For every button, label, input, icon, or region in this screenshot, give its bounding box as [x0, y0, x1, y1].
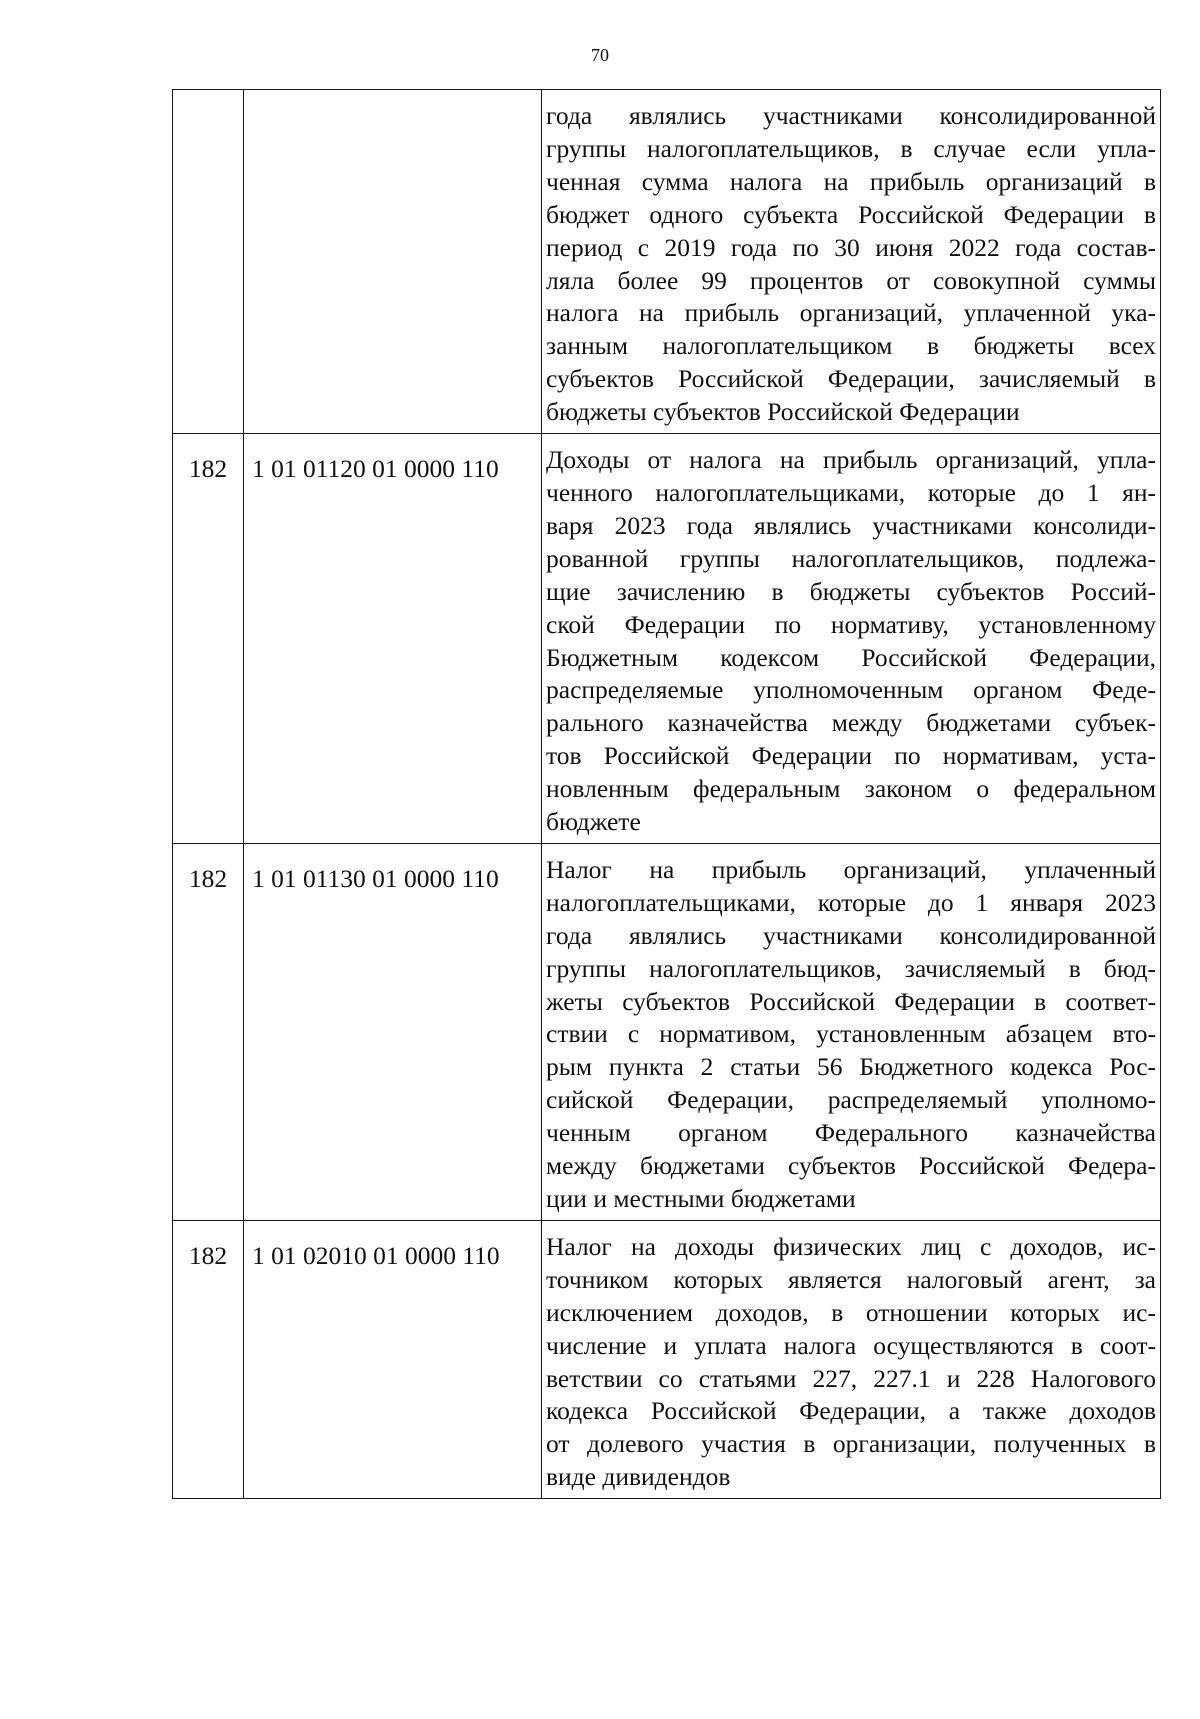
description-line: года являлись участниками консолидированной	[546, 101, 1156, 130]
description-line: сийской Федерации, распределяемый уполномо-	[546, 1085, 1156, 1115]
kbk-code: 1 01 01120 01 0000 110	[252, 454, 499, 484]
description-line: налога на прибыль организаций, уплаченной ука-	[546, 298, 1156, 328]
description-line: бюджет одного субъекта Российской Федерации в	[546, 199, 1156, 229]
description-line: исключением доходов, в отношении которых ис-	[546, 1297, 1156, 1327]
description-line: кодекса Российской Федерации, а также доходов	[546, 1396, 1156, 1426]
description-line: жеты субъектов Российской Федерации в соответ-	[546, 986, 1156, 1016]
table-row	[173, 843, 1161, 1220]
description-cell	[542, 843, 1161, 1220]
page-number: 70	[591, 45, 609, 65]
description-line: варя 2023 года являлись участниками консолиди-	[546, 510, 1156, 540]
description-line: ченного налогоплательщиками, которые до 1 ян-	[546, 477, 1156, 507]
description-line: ченная сумма налога на прибыль организаций в	[546, 166, 1156, 196]
description-line: субъектов Российской Федерации, зачисляемый в	[546, 364, 1156, 394]
description-line: налогоплательщиками, которые до 1 января 2023	[546, 887, 1156, 917]
kbk-code-cell	[244, 1220, 542, 1498]
kbk-code-cell	[244, 434, 542, 844]
description-line: занным налогоплательщиком в бюджеты всех	[546, 331, 1156, 361]
description-line: группы налогоплательщиков, в случае если упла-	[546, 133, 1156, 163]
description-line: рым пункта 2 статьи 56 Бюджетного кодекса Рос-	[546, 1052, 1156, 1082]
description-line: бюджеты субъектов Российской Федерации	[546, 397, 1020, 427]
admin-code: 182	[188, 454, 228, 484]
description-line: Доходы от налога на прибыль организаций, упла-	[546, 445, 1156, 475]
description-line: распределяемые уполномоченным органом Феде-	[546, 675, 1156, 705]
description-line: рованной группы налогоплательщиков, подлежа-	[546, 543, 1156, 573]
description-line: бюджете	[546, 807, 641, 837]
description-line: новленным федеральным законом о федеральном	[546, 774, 1156, 804]
description-cell	[542, 90, 1161, 434]
description-line: Налог на прибыль организаций, уплаченный	[546, 854, 1156, 884]
table-row	[173, 1220, 1161, 1498]
admin-code	[173, 90, 243, 109]
description-line: тов Российской Федерации по нормативам, уста-	[546, 741, 1156, 771]
description-line: рального казначейства между бюджетами субъек-	[546, 708, 1156, 738]
table-body	[173, 90, 1161, 1499]
description-line: ляла более 99 процентов от совокупной суммы	[546, 265, 1156, 295]
description-line: числение и уплата налога осуществляются в соот-	[546, 1330, 1156, 1360]
table-row	[173, 90, 1161, 434]
description-line: виде дивидендов	[546, 1462, 731, 1492]
description-line: ченным органом Федерального казначейства	[546, 1118, 1156, 1148]
admin-code-cell	[173, 1220, 244, 1498]
description-line: период с 2019 года по 30 июня 2022 года состав-	[546, 232, 1156, 262]
description-line: от долевого участия в организации, полученных в	[546, 1429, 1156, 1459]
description-line: Бюджетным кодексом Российской Федерации,	[546, 642, 1156, 672]
admin-code-cell	[173, 434, 244, 844]
admin-code: 182	[188, 863, 228, 893]
kbk-code-cell	[244, 90, 542, 434]
description-line: точником которых является налоговый агент, за	[546, 1264, 1156, 1294]
admin-code-cell	[173, 843, 244, 1220]
kbk-code: 1 01 01130 01 0000 110	[252, 863, 499, 893]
admin-code-cell	[173, 90, 244, 434]
kbk-code-cell	[244, 843, 542, 1220]
description-line: ции и местными бюджетами	[546, 1184, 856, 1213]
kbk-code	[252, 90, 541, 109]
description-line: Налог на доходы физических лиц с доходов, ис-	[546, 1231, 1156, 1261]
description-line: между бюджетами субъектов Российской Федера-	[546, 1151, 1156, 1181]
table-row	[173, 434, 1161, 844]
description-line: ствии с нормативом, установленным абзацем вто-	[546, 1019, 1156, 1049]
description-cell	[542, 434, 1161, 844]
admin-code: 182	[188, 1240, 228, 1270]
budget-classification-table	[172, 89, 1161, 1499]
description-line: щие зачислению в бюджеты субъектов Россий-	[546, 576, 1156, 606]
description-line: группы налогоплательщиков, зачисляемый в бюд-	[546, 953, 1156, 983]
description-line: года являлись участниками консолидированной	[546, 920, 1156, 950]
kbk-code: 1 01 02010 01 0000 110	[252, 1240, 500, 1270]
description-cell	[542, 1220, 1161, 1498]
description-line: ской Федерации по нормативу, установленному	[546, 609, 1156, 639]
description-line: ветствии со статьями 227, 227.1 и 228 Налогового	[546, 1363, 1156, 1393]
